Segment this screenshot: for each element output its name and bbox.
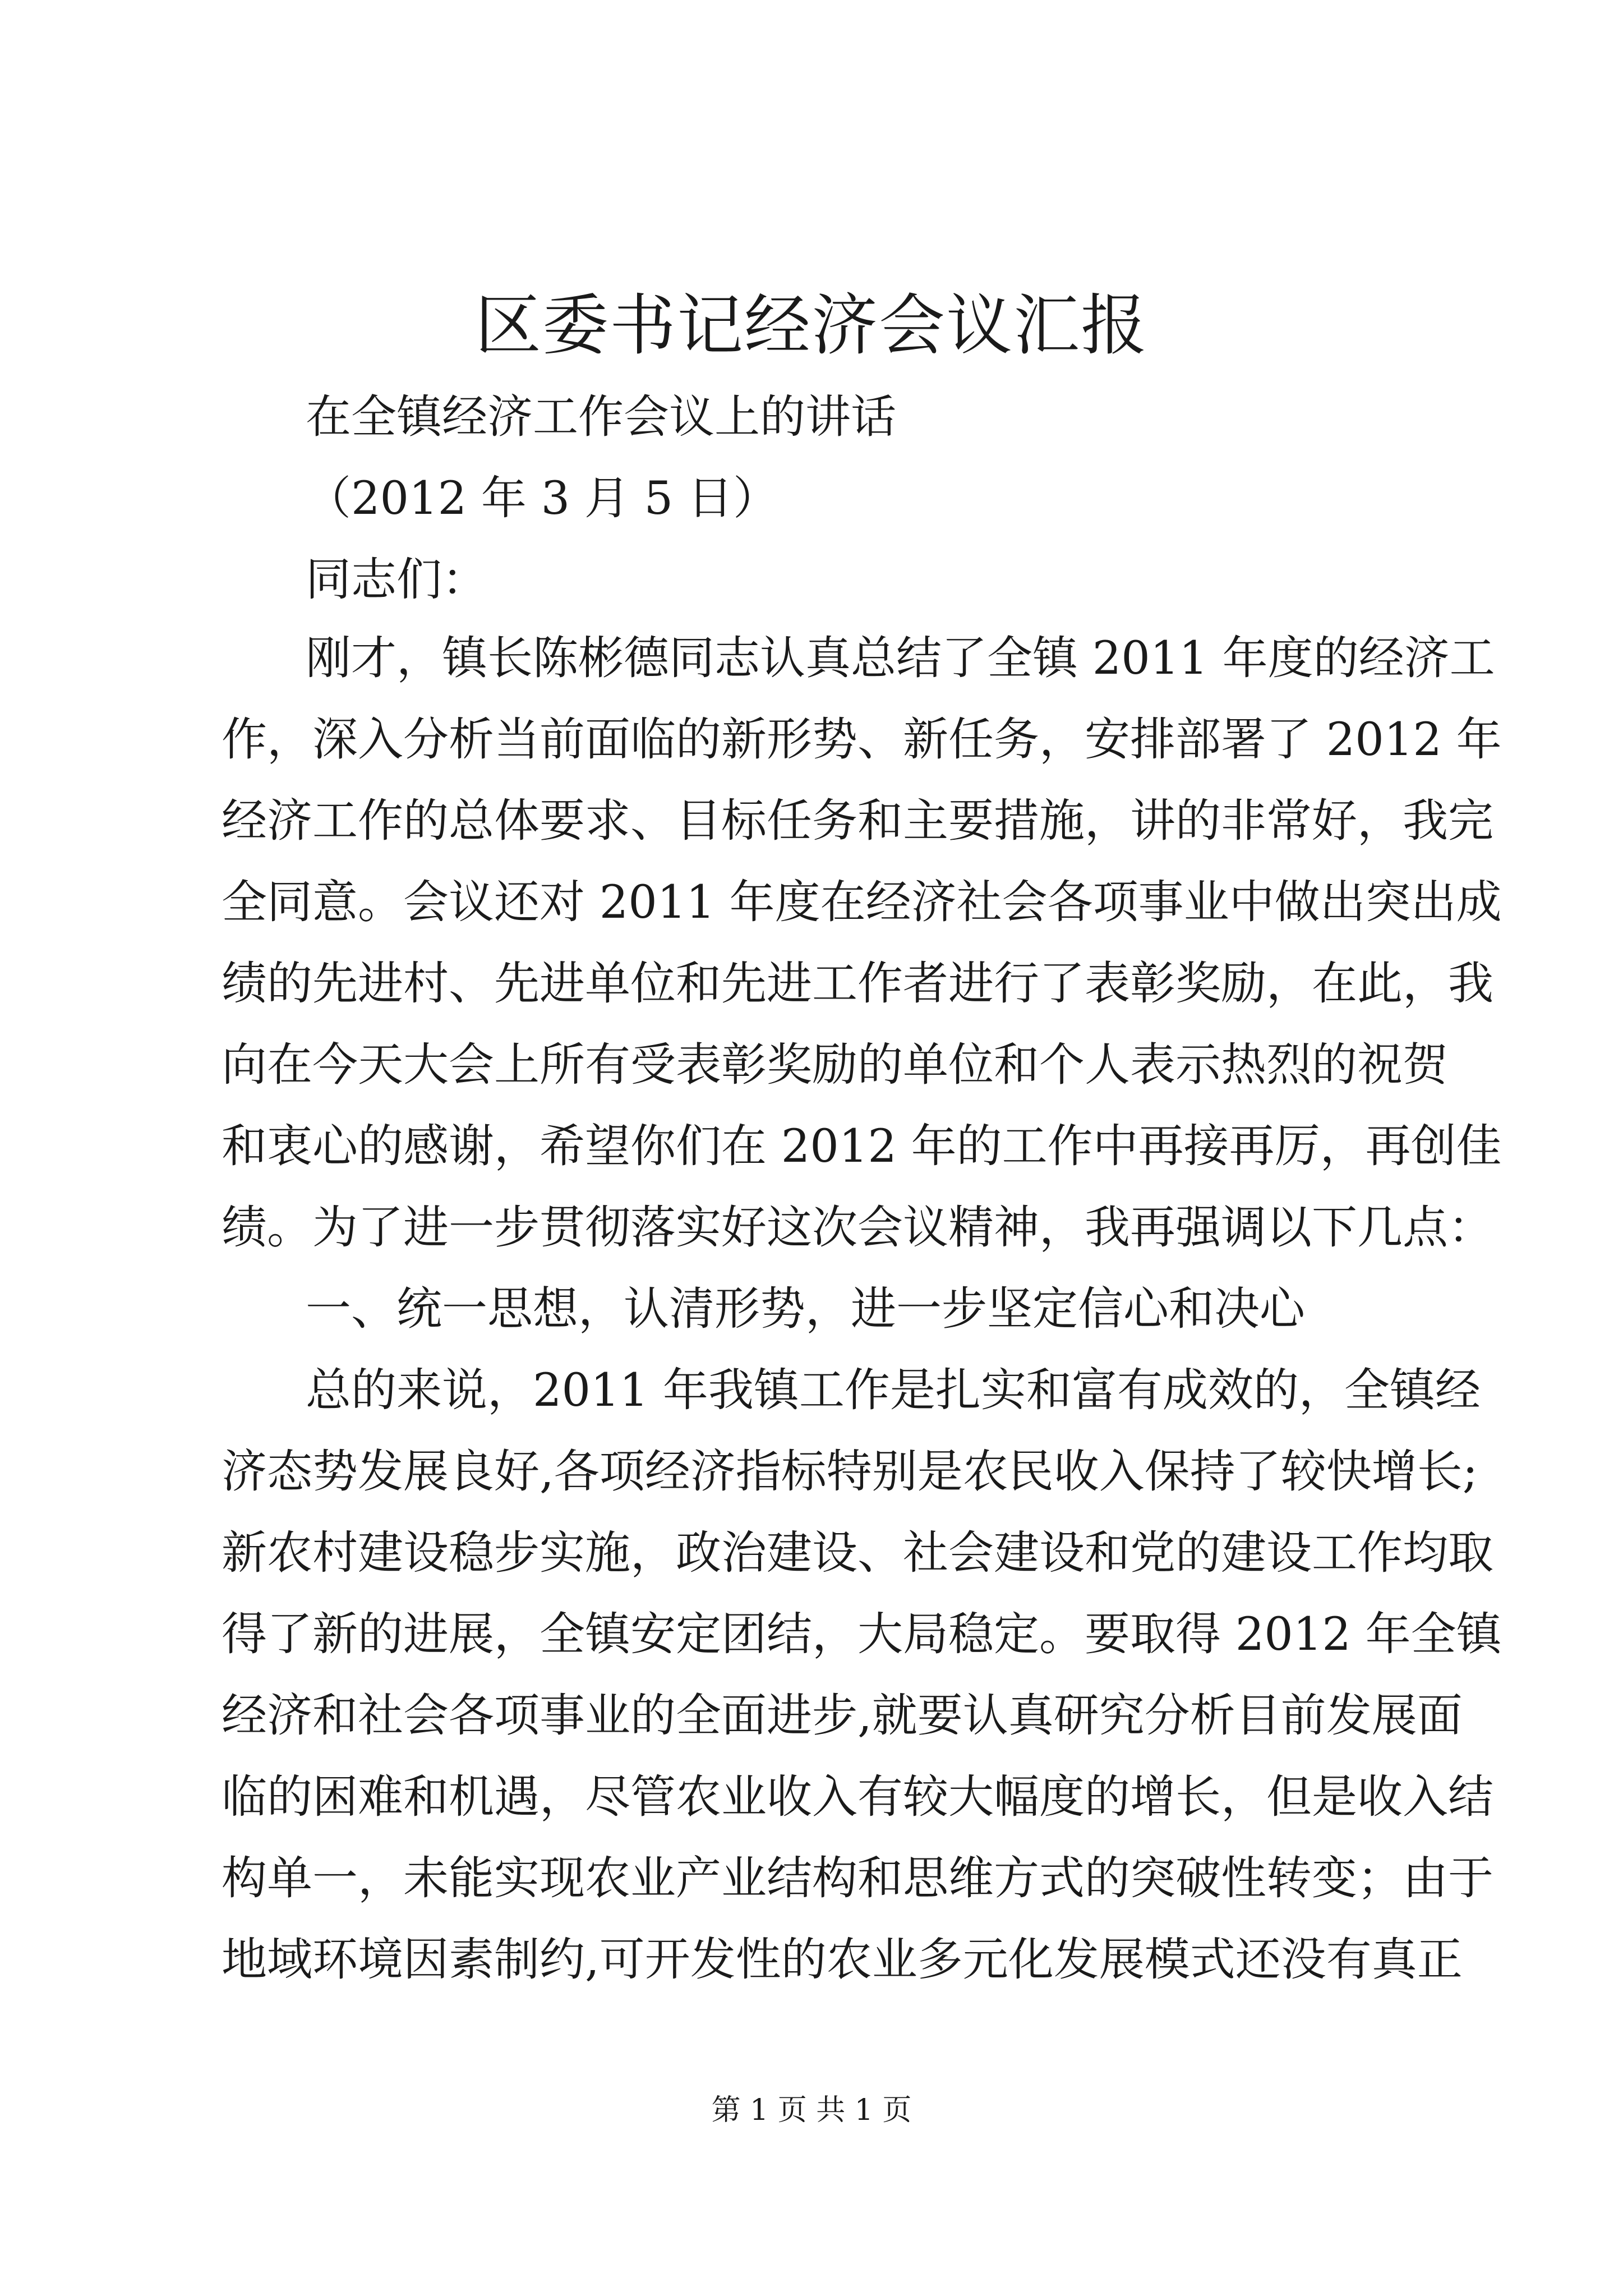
- page-number-footer: 第 1 页 共 1 页: [711, 2093, 912, 2127]
- paragraph1-line: 全同意。会议还对 2011 年度在经济社会各项事业中做出突出成: [222, 876, 1502, 929]
- paragraph2-line: 经济和社会各项事业的全面进步,就要认真研究分析目前发展面: [222, 1690, 1463, 1742]
- paragraph1-line: 刚才，镇长陈彬德同志认真总结了全镇 2011 年度的经济工: [306, 632, 1495, 685]
- paragraph2-line: 构单一，未能实现农业产业结构和思维方式的突破性转变；由于: [222, 1852, 1494, 1905]
- paragraph2-line: 临的困难和机遇，尽管农业收入有较大幅度的增长，但是收入结: [222, 1771, 1494, 1824]
- paragraph1-line: 和衷心的感谢，希望你们在 2012 年的工作中再接再厉，再创佳: [222, 1120, 1502, 1173]
- paragraph2-line: 新农村建设稳步实施，政治建设、社会建设和党的建设工作均取: [222, 1527, 1494, 1580]
- paragraph2-line: 得了新的进展，全镇安定团结，大局稳定。要取得 2012 年全镇: [222, 1608, 1502, 1661]
- document-date: （2012 年 3 月 5 日）: [306, 472, 778, 525]
- paragraph1-line: 作，深入分析当前面临的新形势、新任务，安排部署了 2012 年: [222, 714, 1502, 766]
- paragraph2-line: 济态势发展良好,各项经济指标特别是农民收入保持了较快增长;: [222, 1446, 1478, 1498]
- paragraph1-line: 向在今天大会上所有受表彰奖励的单位和个人表示热烈的祝贺: [222, 1039, 1449, 1092]
- paragraph1-line: 经济工作的总体要求、目标任务和主要措施，讲的非常好，我完: [222, 795, 1494, 848]
- document-subtitle: 在全镇经济工作会议上的讲话: [306, 391, 897, 444]
- paragraph1-line: 绩。为了进一步贯彻落实好这次会议精神，我再强调以下几点：: [222, 1202, 1494, 1254]
- salutation: 同志们：: [306, 554, 488, 606]
- paragraph2-line: 地域环境因素制约,可开发性的农业多元化发展模式还没有真正: [222, 1934, 1463, 1986]
- section1-heading: 一、统一思想，认清形势，进一步坚定信心和决心: [306, 1283, 1306, 1336]
- paragraph1-line: 绩的先进村、先进单位和先进工作者进行了表彰奖励，在此，我: [222, 958, 1494, 1010]
- paragraph2-line: 总的来说，2011 年我镇工作是扎实和富有成效的，全镇经: [306, 1364, 1481, 1417]
- document-title: 区委书记经济会议汇报: [474, 287, 1148, 364]
